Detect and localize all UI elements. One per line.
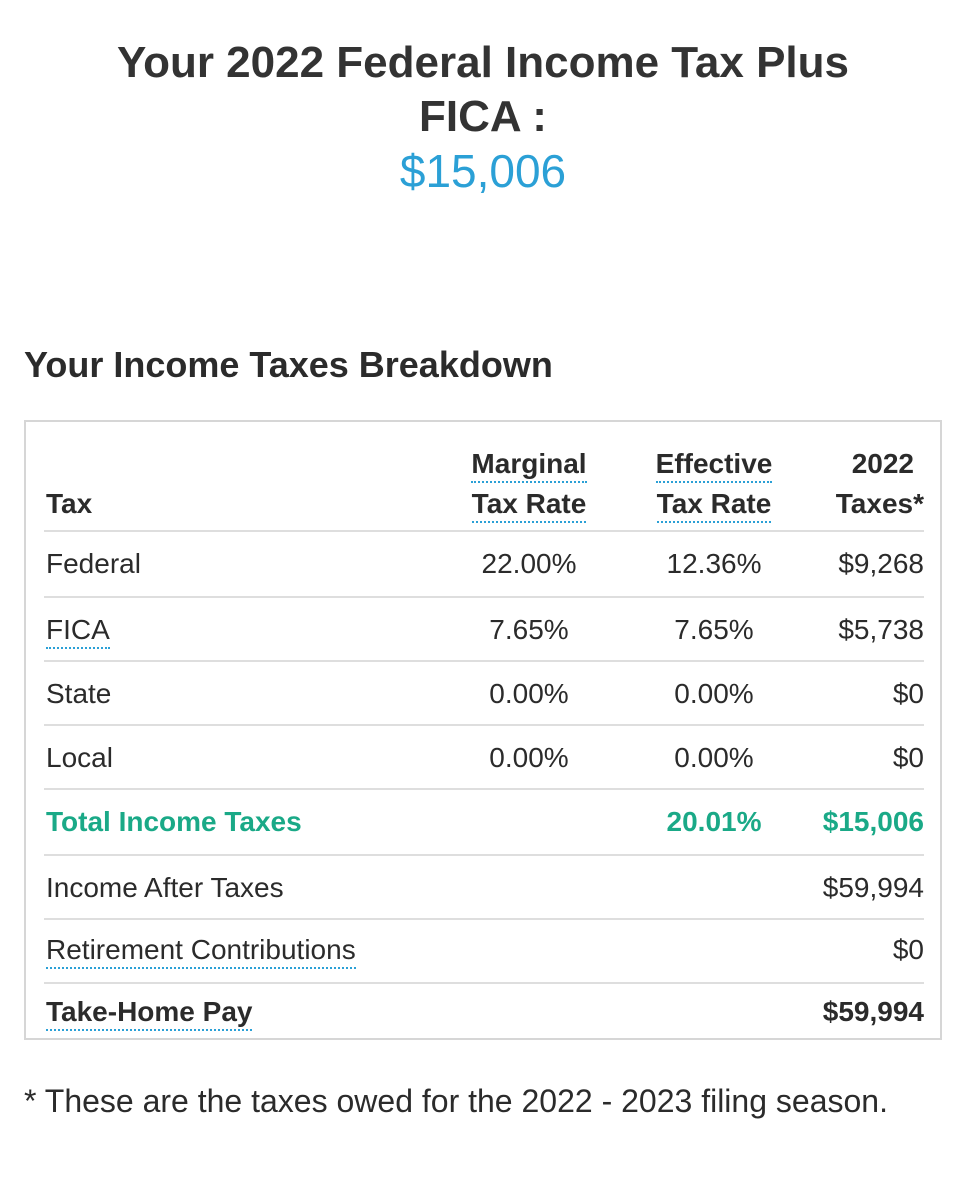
footnote: * These are the taxes owed for the 2022 - 2023 filing season. (24, 1083, 888, 1119)
retirement-contributions-value: $0 (892, 934, 924, 965)
header-tax: Tax (46, 488, 93, 519)
header-marginal-line-2: Tax Rate (472, 488, 587, 523)
retirement-contributions-row (44, 920, 924, 984)
headline (0, 36, 966, 198)
header-2022-taxes (724, 444, 924, 524)
total-effective: 20.01% (666, 806, 762, 837)
row-taxes: $0 (892, 678, 924, 709)
retirement-contributions-label: Retirement Contributions (46, 934, 356, 969)
row-taxes: $0 (892, 742, 924, 773)
row-tax-label: State (46, 678, 112, 709)
row-marginal: 0.00% (489, 678, 569, 709)
take-home-pay-link[interactable] (46, 996, 252, 1028)
headline-amount: $15,006 (399, 145, 567, 197)
income-after-taxes-label: Income After Taxes (46, 872, 284, 903)
row-taxes: $5,738 (838, 614, 924, 645)
row-effective: 0.00% (674, 742, 754, 773)
headline-line-1: Your 2022 Federal Income Tax Plus (117, 38, 849, 87)
row-marginal: 0.00% (489, 742, 569, 773)
row-tax-label-fica[interactable] (46, 614, 110, 646)
row-effective: 12.36% (666, 548, 762, 579)
fica-link-text: FICA (46, 614, 110, 649)
row-marginal: 7.65% (489, 614, 569, 645)
header-effective-line-1: Effective (656, 448, 773, 483)
headline-line-2: FICA : (419, 92, 547, 141)
row-effective: 7.65% (674, 614, 754, 645)
table-row (44, 532, 924, 598)
take-home-pay-value: $59,994 (822, 996, 924, 1027)
total-label: Total Income Taxes (46, 806, 302, 837)
income-after-taxes-row (44, 856, 924, 920)
header-marginal-tax-rate[interactable] (444, 444, 614, 524)
income-after-taxes-value: $59,994 (822, 872, 924, 903)
table-header-row (44, 440, 924, 532)
table-row (44, 662, 924, 726)
total-taxes: $15,006 (822, 806, 924, 837)
take-home-pay-label: Take-Home Pay (46, 996, 252, 1031)
total-row (44, 790, 924, 856)
row-marginal: 22.00% (481, 548, 577, 579)
table-row (44, 598, 924, 662)
row-tax-label: Local (46, 742, 113, 773)
row-taxes: $9,268 (838, 548, 924, 579)
row-effective: 0.00% (674, 678, 754, 709)
tax-breakdown-table (24, 420, 942, 1040)
row-tax-label: Federal (46, 548, 141, 579)
header-effective-line-2: Tax Rate (657, 488, 772, 523)
table-row (44, 726, 924, 790)
retirement-contributions-link[interactable] (46, 934, 356, 966)
section-title: Your Income Taxes Breakdown (24, 344, 553, 385)
header-taxes-line-2: Taxes* (835, 488, 924, 519)
header-taxes-line-1: 2022 (851, 448, 914, 479)
header-marginal-line-1: Marginal (471, 448, 586, 483)
take-home-pay-row (44, 984, 924, 1040)
